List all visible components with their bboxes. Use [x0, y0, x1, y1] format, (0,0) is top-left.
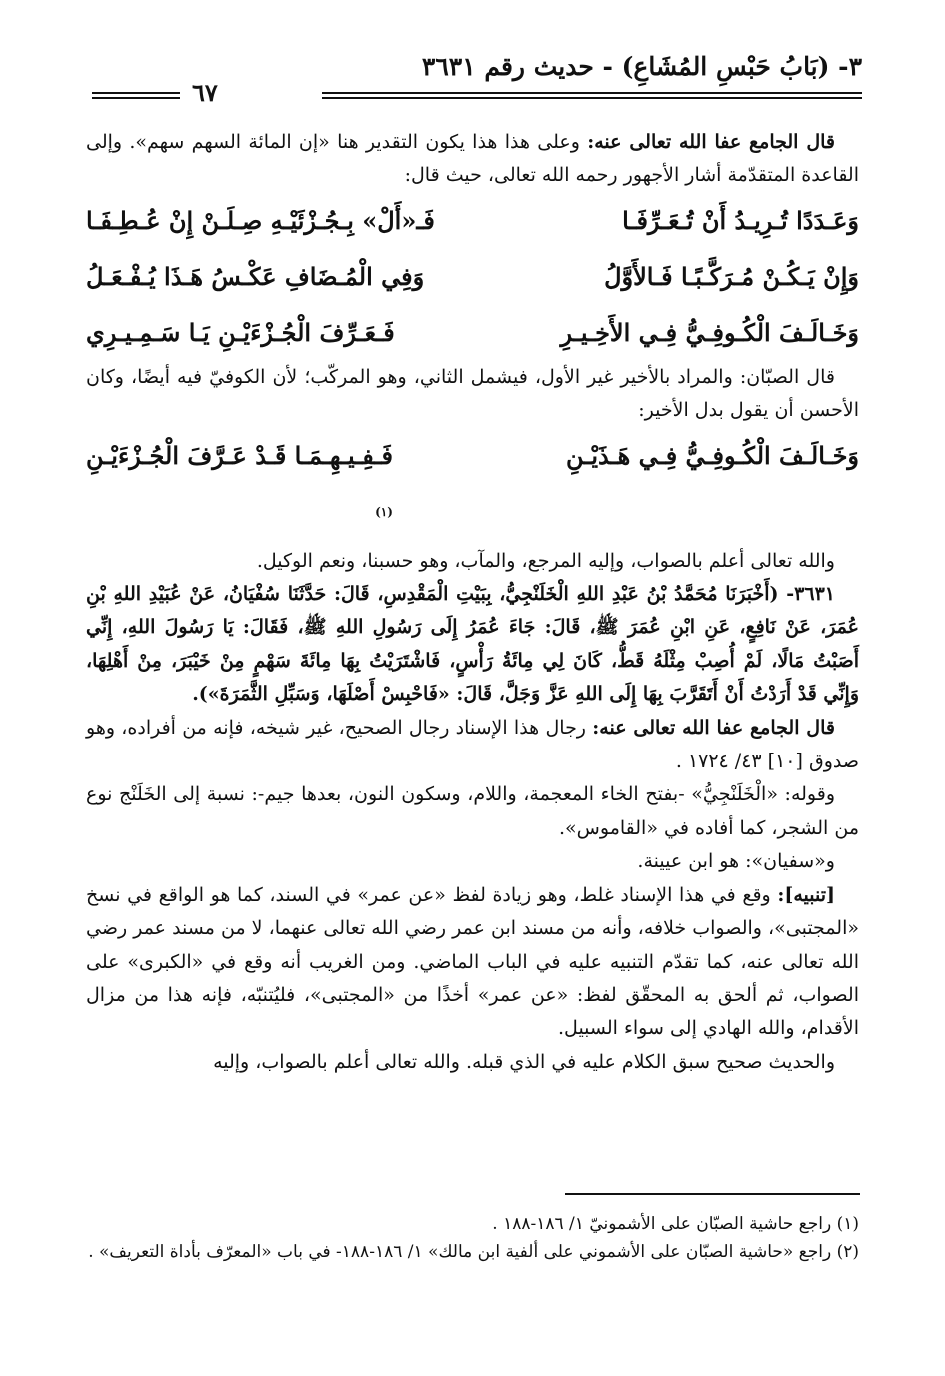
verse-hemistich-right: وَخَـالَـفَ الْكُـوفِـيُّ فِـي هَـذَيْـنِ — [566, 440, 859, 470]
poem-block — [86, 193, 859, 361]
verse-hemistich-left — [86, 428, 393, 545]
verse-hemistich-left: فَـعَـرِّفَ الْجُـزْءَيْـنِ يَـا سَـمِـيـرِي — [86, 317, 395, 347]
footnote: (١) راجع حاشية الصبّان على الأشمونيّ ١/ ١٨٦-١٨٨ . — [492, 1214, 859, 1234]
page-header — [92, 52, 862, 108]
footnotes — [86, 1210, 859, 1266]
paragraph: قال الصبّان: والمراد بالأخير غير الأول، فيشمل الثاني، وهو المركّب؛ لأن الكوفيّ فيه أيضًا، وكان الأحسن أن يقول بدل الأخير: — [86, 365, 859, 422]
verse-hemistich-right: وَعَـدَدًا تُـرِيـدُ أَنْ تُـعَـرِّفَـا — [622, 205, 859, 235]
paragraph — [86, 879, 859, 1046]
author-note-label: قال الجامع عفا الله تعالى عنه: — [592, 716, 835, 739]
footnote: (٢) راجع «حاشية الصبّان على الأشموني على ألفية ابن مالك» ١/ ١٨٦-١٨٨- في باب «المعرّف بأداة التعريف» . — [88, 1242, 859, 1262]
running-title: ٣- (بَابُ حَبْسِ المُشَاعِ) - حديث رقم ٣٦٣١ — [421, 52, 862, 81]
verse-hemistich-left: وَفِي الْمُـضَافِ عَكْـسُ هَـذَا يُـفْـعَـلُ — [86, 261, 425, 291]
header-rule — [322, 97, 862, 99]
header-rule — [322, 92, 862, 94]
verse-line — [86, 305, 859, 361]
verse-hemistich-left: فَـ«أَلْ» بِـجُـزْئَيْـهِ صِـلَـنْ إِنْ عُـطِـفَـا — [86, 205, 435, 235]
note-label: [تنبيه]: — [777, 883, 835, 906]
paragraph: و«سفيان»: هو ابن عيينة. — [637, 850, 835, 873]
paragraph: والله تعالى أعلم بالصواب، وإليه المرجع، والمآب، وهو حسبنا، ونعم الوكيل. — [256, 549, 835, 572]
verse-hemistich-right: وَإِنْ يَـكُـنْ مُـرَكَّـبًـا فَـالأَوَّلُ — [604, 261, 859, 291]
hadith-text: ٣٦٣١- (أَخْبَرَنَا مُحَمَّدُ بْنُ عَبْدِ اللهِ الْخَلَنْجِيُّ، بِبَيْتِ الْمَقْدِسِ، قَالَ: حَدَّثَنَا سُفْيَانُ، عَنْ عُبَيْدِ اللهِ بْنِ عُمَرَ، عَنْ نَافِعٍ، عَنِ ابْنِ عُمَرَ ﷺ، قَالَ: جَاءَ عُمَرُ إِلَى رَسُولِ اللهِ ﷺ، فَقَالَ: يَا رَسُولَ اللهِ، إِنِّي أَصَبْتُ مَالًا، لَمْ أُصِبْ مِثْلَهُ قَطُّ، كَانَ لِي مِائَةُ رَأْسٍ، فَاشْتَرَيْتُ بِهَا مِائَةَ سَهْمٍ مِنْ خَيْبَرَ، مِنْ أَهْلِهَا، وَإِنِّي قَدْ أَرَدْتُ أَنْ أَتَقَرَّبَ بِهَا إِلَى اللهِ عَزَّ وَجَلَّ، قَالَ: «فَاحْبِسْ أَصْلَهَا، وَسَبِّلِ الثَّمَرَةَ»). — [86, 583, 859, 706]
paragraph: والحديث صحيح سبق الكلام عليه في الذي قبله. والله تعالى أعلم بالصواب، وإليه — [213, 1050, 835, 1073]
verse-line — [86, 428, 859, 545]
header-rule-short — [92, 97, 180, 99]
page-number: ٦٧ — [192, 78, 218, 107]
verse-line — [86, 249, 859, 305]
paragraph-text: وعلى هذا هذا يكون التقدير هنا «إن المائة السهم سهم». وإلى القاعدة المتقدّمة أشار الأجهور رحمه الله تعالى، حيث قال: — [86, 131, 859, 187]
footnote-separator — [565, 1193, 860, 1195]
header-rule-short — [92, 92, 180, 94]
verse-line — [86, 193, 859, 249]
paragraph — [86, 126, 859, 193]
verse-hemistich-right: وَخَـالَـفَ الْكُـوفِـيُّ فِـي الأَخِـيـرِ — [560, 317, 859, 347]
footnote-ref: (١) — [375, 504, 393, 519]
main-text — [86, 126, 859, 1079]
author-note-label: قال الجامع عفا الله تعالى عنه: — [587, 131, 835, 153]
paragraph: وقوله: «الْخَلَنْجِيُّ» -بفتح الخاء المعجمة، واللام، وسكون النون، بعدها جيم-: نسبة إلى الخَلَنْج نوع من الشجر، كما أفاده في «القاموس». — [86, 783, 859, 839]
paragraph — [86, 712, 859, 779]
paragraph-text: وقع في هذا الإسناد غلط، وهو زيادة لفظ «عن عمر» في السند، كما هو الواقع في نسخ «المجتبى»، والصواب خلافه، وأنه من مسند ابن عمر رضي الله تعالى عنهما، لا من مسند عمر رضي الله تعالى عنه، كما تقدّم التنبيه عليه في الباب الماضي. ومن الغريب أنه وقع في «الكبرى» على الصواب، ثم ألحق به المحقّق لفظ: «عن عمر» أخذًا من «المجتبى»، فليُتنبّه، فإنه هذا من مزال الأقدام، والله الهادي إلى سواء السبيل. — [86, 883, 859, 1040]
paragraph-text: رجال هذا الإسناد رجال الصحيح، غير شيخه، فإنه من أفراده، وهو صدوق [١٠] ٤٣/ ١٧٢٤ . — [86, 716, 859, 773]
verse-hemistich-text: فَـفِـيـهِـمَـا قَـدْ عَـرَّفَ الْجُـزْءَيْـنِ — [86, 440, 393, 470]
